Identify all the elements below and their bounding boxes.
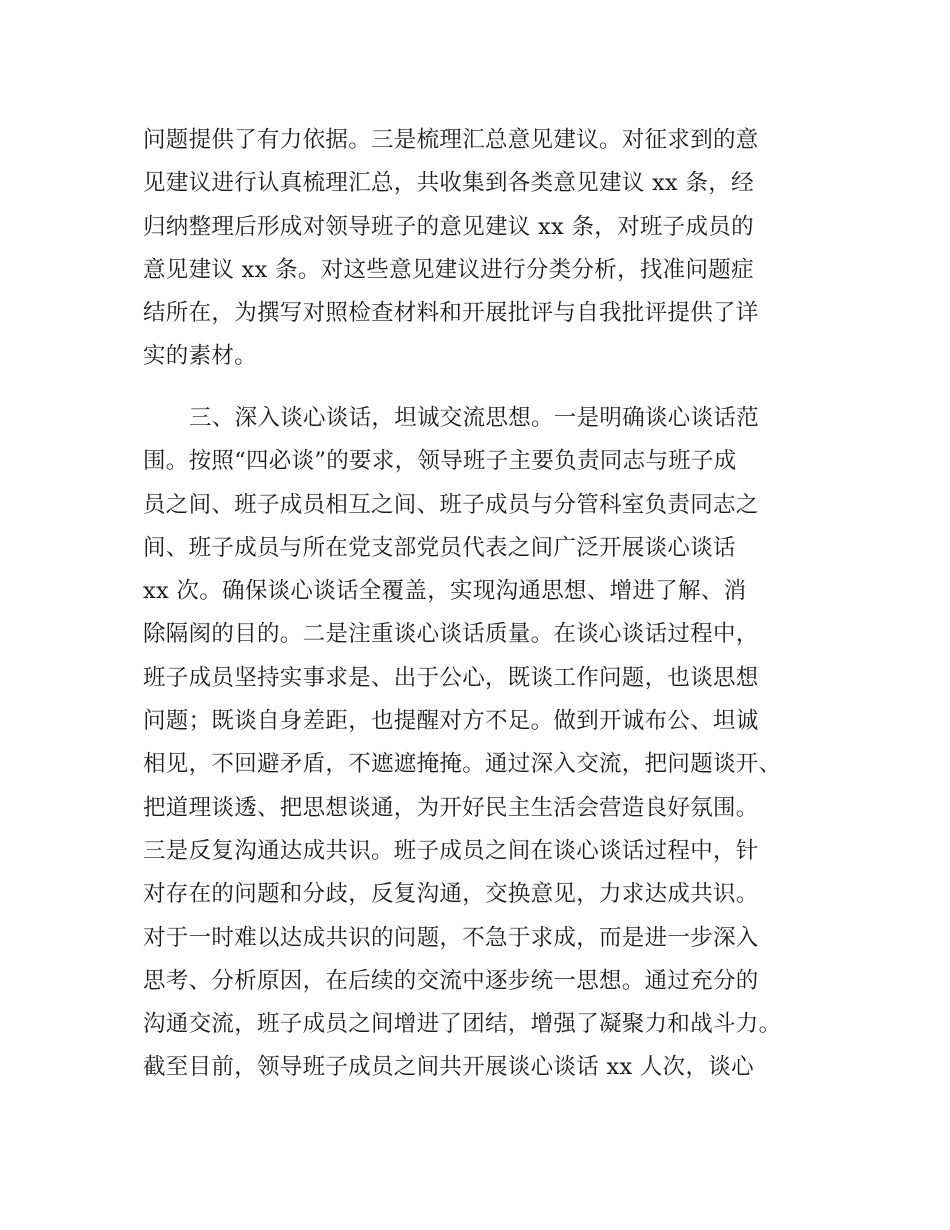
text-line: 结所在，为撰写对照检查材料和开展批评与自我批评提供了详 (143, 300, 759, 327)
text-line: 围。按照“四必谈”的要求，领导班子主要负责同志与班子成 (143, 448, 737, 475)
text-line: 员之间、班子成员相互之间、班子成员与分管科室负责同志之 (143, 491, 759, 518)
text-line: 截至目前，领导班子成员之间共开展谈心谈话 xx 人次，谈心 (143, 1054, 754, 1081)
text-line: xx 次。确保谈心谈话全覆盖，实现沟通思想、增进了解、消 (143, 578, 747, 605)
text-line: 对于一时难以达成共识的问题，不急于求成，而是进一步深入 (143, 924, 759, 951)
text-line: 三是反复沟通达成共识。班子成员之间在谈心谈话过程中，针 (143, 837, 759, 864)
text-line: 问题提供了有力依据。三是梳理汇总意见建议。对征求到的意 (143, 127, 759, 153)
text-line: 除隔阂的目的。二是注重谈心谈话质量。在谈心谈话过程中， (143, 621, 759, 648)
text-line: 意见建议 xx 条。对这些意见建议进行分类分析，找准问题症 (143, 256, 754, 283)
text-line: 见建议进行认真梳理汇总，共收集到各类意见建议 xx 条，经 (143, 170, 754, 197)
text-line: 沟通交流，班子成员之间增进了团结，增强了凝聚力和战斗力。 (143, 1011, 782, 1038)
text-line: 问题；既谈自身差距，也提醒对方不足。做到开诚布公、坦诚 (143, 708, 759, 735)
text-line: 班子成员坚持实事求是、出于公心，既谈工作问题，也谈思想 (143, 664, 759, 691)
text-line: 把道理谈透、把思想谈通，为开好民主生活会营造良好氛围。 (143, 794, 759, 821)
text-line: 实的素材。 (143, 343, 258, 370)
paragraph-heart-to-heart-talks (143, 397, 823, 1090)
text-line: 对存在的问题和分歧，反复沟通，交换意见，力求达成共识。 (143, 881, 759, 908)
text-line: 思考、分析原因，在后续的交流中逐步统一思想。通过充分的 (143, 967, 759, 994)
text-line: 间、班子成员与所在党支部党员代表之间广泛开展谈心谈话 (143, 534, 736, 561)
text-line: 归纳整理后形成对领导班子的意见建议 xx 条，对班子成员的 (143, 213, 754, 240)
text-line-first-indented: 三、深入谈心谈话，坦诚交流思想。一是明确谈心谈话范 (189, 405, 760, 431)
paragraph-opinions-summary (143, 119, 823, 379)
text-line: 相见，不回避矛盾，不遮遮掩掩。通过深入交流，把问题谈开、 (143, 751, 782, 778)
